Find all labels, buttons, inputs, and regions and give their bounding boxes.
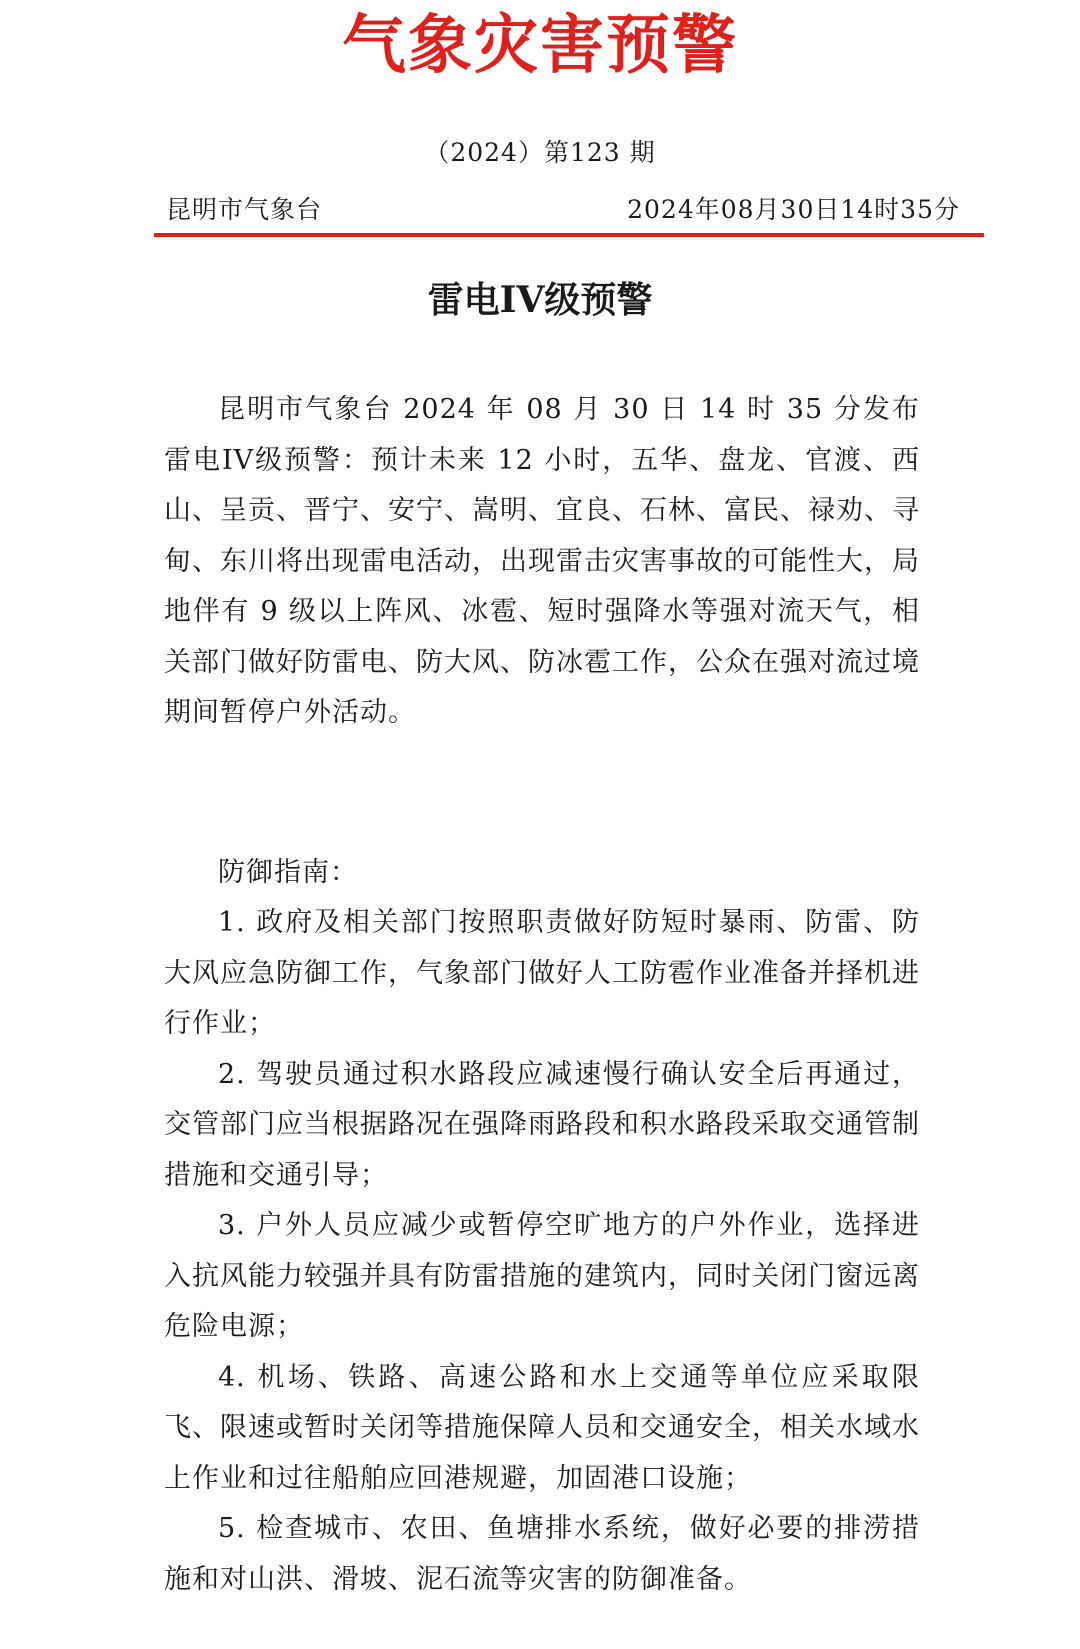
issuer-name: 昆明市气象台	[166, 195, 323, 224]
meta-row	[166, 192, 960, 228]
guide-item: 3. 户外人员应减少或暂停空旷地方的户外作业，选择进入抗风能力较强并具有防雷措施的建筑内，同时关闭门窗远离危险电源；	[164, 1210, 920, 1342]
document-title: 雷电IV级预警	[427, 279, 653, 321]
guide-item: 2. 驾驶员通过积水路段应减速慢行确认安全后再通过，交管部门应当根据路况在强降雨路段和积水路段采取交通管制措施和交通引导；	[164, 1058, 920, 1191]
announcement-paragraph: 昆明市气象台 2024 年 08 月 30 日 14 时 35 分发布雷电IV级预警：预计未来 12 小时，五华、盘龙、官渡、西山、呈贡、晋宁、安宁、嵩明、宜良、石林、富民、禄劝、寻甸、东川将出现雷电活动，出现雷击灾害事故的可能性大，局地伴有 9 级以上阵风、冰雹、短时强降水等强对流天气，相关部门做好防雷电、防大风、防冰雹工作，公众在强对流过境期间暂停户外活动。	[164, 394, 920, 728]
masthead-title: 气象灾害预警	[342, 8, 738, 83]
guide-heading: 防御指南：	[218, 857, 358, 888]
guide-list	[164, 898, 920, 1605]
red-divider	[154, 233, 984, 237]
guide-item: 5. 检查城市、农田、鱼塘排水系统，做好必要的排涝措施和对山洪、滑坡、泥石流等灾害的防御准备。	[164, 1513, 920, 1595]
guide-item: 4. 机场、铁路、高速公路和水上交通等单位应采取限飞、限速或暂时关闭等措施保障人员和交通安全，相关水域水上作业和过往船舶应回港规避，加固港口设施；	[164, 1361, 920, 1494]
guide-item: 1. 政府及相关部门按照职责做好防短时暴雨、防雷、防大风应急防御工作，气象部门做好人工防雹作业准备并择机进行作业；	[164, 907, 920, 1039]
issue-datetime: 2024年08月30日14时35分	[627, 195, 960, 224]
issue-number: （2024）第123 期	[424, 138, 656, 167]
